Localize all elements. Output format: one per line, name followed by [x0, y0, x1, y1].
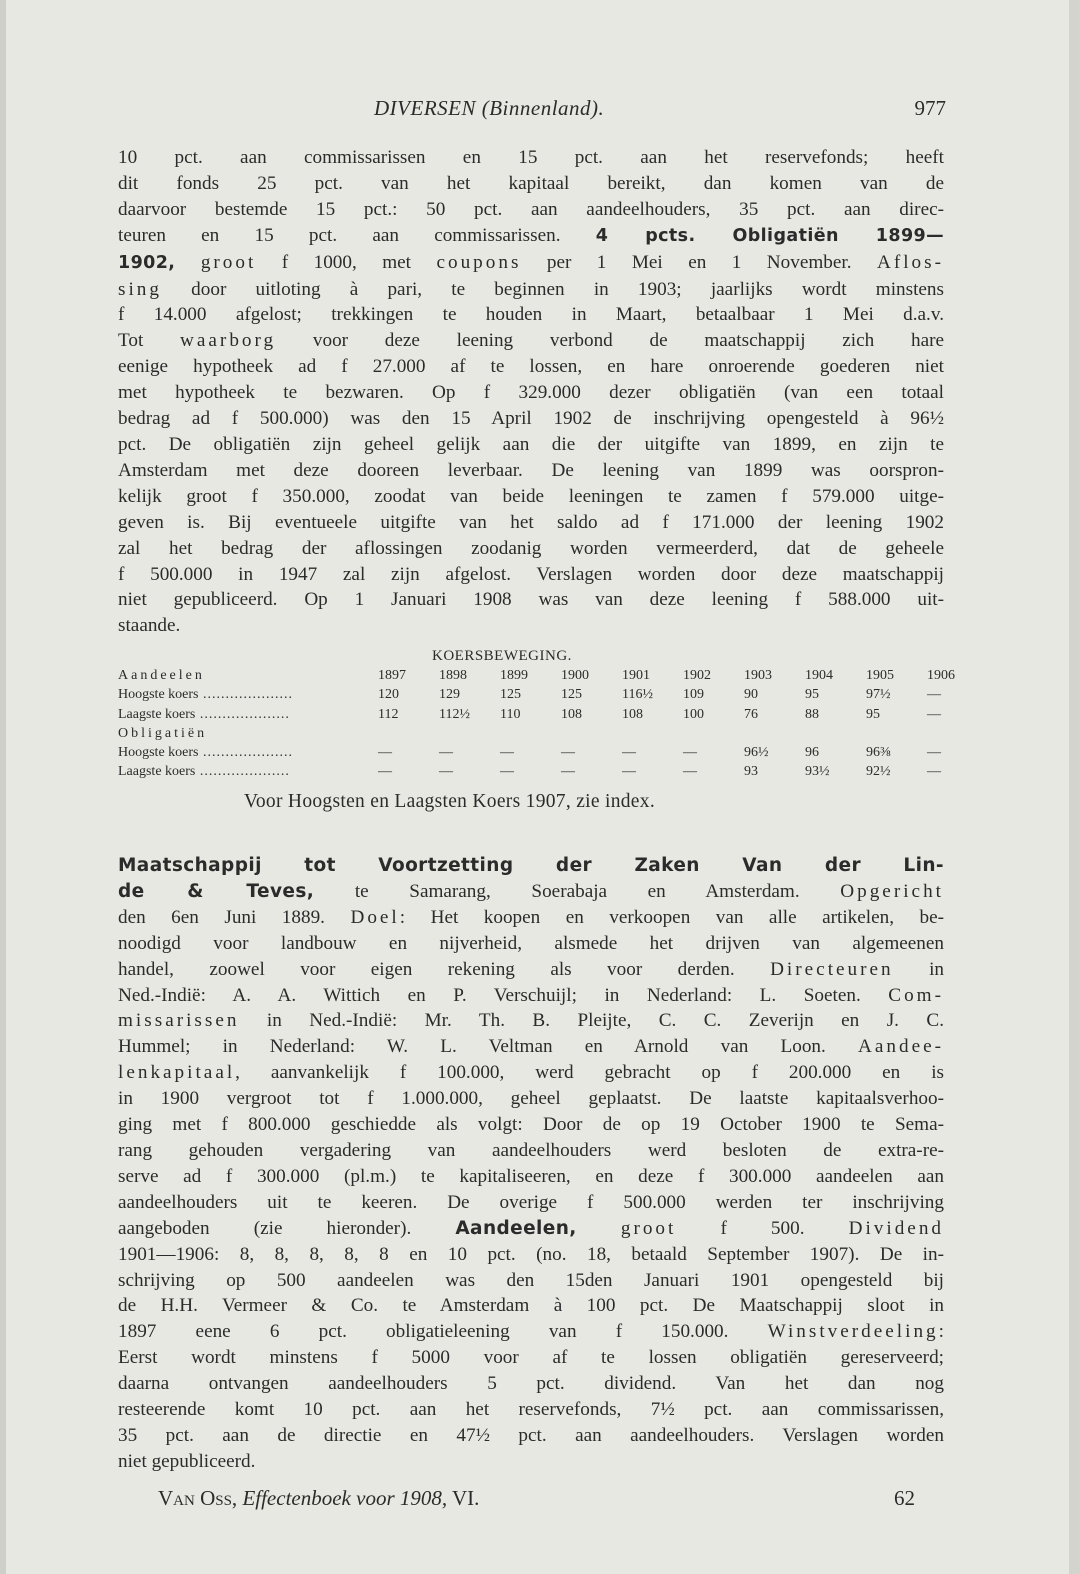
table-cell: —: [927, 764, 941, 780]
table-cell: 1898: [439, 668, 467, 683]
row-label: [118, 724, 374, 743]
leader-dots: ....................: [195, 764, 290, 780]
section2-line: [118, 853, 944, 879]
section2-line: [118, 1268, 944, 1294]
table-cell: —: [378, 764, 392, 780]
text-run: eenige hypotheek ad f 27.000 af te lossen, en hare onroerende goederen niet: [118, 356, 944, 378]
section2-line: [118, 1242, 944, 1268]
text-run: den 6en Juni 1889.: [118, 906, 351, 928]
text-run: f 1000, met: [256, 251, 437, 273]
table-row: [118, 685, 984, 704]
text-run: teuren en 15 pct. aan commissarissen.: [118, 224, 596, 246]
text-run: :: [938, 1321, 944, 1343]
row-label: [118, 666, 374, 685]
spaced-term: Winstverdeeling: [767, 1321, 939, 1343]
text-run: geven is. Bij eventueele uitgifte van het saldo ad f 171.000 der leening 1902: [118, 511, 944, 533]
table-cell: 93: [744, 764, 758, 780]
text-run: daarvoor bestemde 15 pct.: 50 pct. aan aandeelhouders, 35 pct. aan direc-: [118, 198, 944, 220]
table-cell: [801, 724, 862, 743]
page-left-edge: [0, 0, 6, 1574]
koersbeweging-title: KOERSBEWEGING.: [432, 648, 572, 664]
table-cell: 1897: [378, 668, 406, 683]
bold-heading: Maatschappij tot Voortzetting der Zaken Van der Lin-: [118, 855, 944, 876]
text-run: schrijving op 500 aandeelen was den 15den Januari 1901 opengesteld bij: [118, 1269, 944, 1291]
spaced-term: Aandee-: [858, 1036, 944, 1058]
row-label-text: Hoogste koers: [118, 745, 199, 761]
text-run: kelijk groot f 350.000, zoodat van beide leeningen te zamen f 579.000 uitge-: [118, 485, 944, 507]
text-run: rang gehouden vergadering van aandeelhouders werd besloten de extra-re-: [118, 1139, 944, 1161]
table-cell: 120: [378, 687, 399, 703]
text-run: 1897 eene 6 pct. obligatieleening van f 150.000.: [118, 1321, 768, 1343]
spaced-term: Doel: [350, 906, 400, 928]
section1-line: [118, 302, 944, 328]
text-run: Eerst wordt minstens f 5000 voor af te lossen obligatiën gereserveerd;: [118, 1347, 944, 1369]
table-cell: —: [500, 745, 514, 761]
table-cell: —: [439, 764, 453, 780]
text-run: f 500.000 in 1947 zal zijn afgelost. Verslagen worden door deze maatschappij: [118, 563, 944, 585]
table-cell: 108: [622, 706, 643, 722]
text-run: ging met f 800.000 geschiedde als volgt: Door de op 19 October 1900 te Sema-: [118, 1114, 944, 1136]
text-run: Tot: [118, 330, 181, 352]
table-cell: 1901: [622, 668, 650, 683]
table-row: [118, 743, 984, 762]
table-cell: 1904: [805, 668, 833, 683]
table-row: [118, 762, 984, 781]
section1-line: [118, 562, 944, 588]
text-run: pct. De obligatiën zijn geheel gelijk aan die der uitgifte van 1899, en zijn te: [118, 433, 944, 455]
paragraph-maatschappij-van-der-linde-teves: [118, 853, 944, 1475]
table-cell: 93½: [805, 764, 830, 780]
row-label-text: Laagste koers: [118, 764, 196, 780]
section2-line: [118, 931, 944, 957]
section1-line: [118, 145, 944, 171]
row-label: [118, 685, 374, 704]
bold-heading: de & Teves,: [118, 880, 315, 902]
table-row: [118, 705, 984, 724]
table-cell: [740, 724, 801, 743]
page-right-edge: [1069, 0, 1079, 1574]
table-cell: [679, 724, 740, 743]
section1-line: [118, 354, 944, 380]
table-cell: —: [927, 687, 941, 703]
text-run: [175, 252, 200, 273]
spaced-term: Opgericht: [840, 880, 944, 902]
leader-dots: ....................: [198, 687, 293, 703]
text-run: Amsterdam met deze dooreen leverbaar. De leening van 1899 was oorspron-: [118, 459, 944, 481]
table-cell: 96⅜: [866, 745, 891, 761]
table-cell: 96: [805, 745, 819, 761]
text-run: aangeboden (zie hieronder).: [118, 1217, 456, 1239]
text-run: f 500.: [676, 1217, 849, 1239]
row-label-text: Obligatiën: [118, 725, 208, 741]
section2-line: [118, 1034, 944, 1060]
spaced-term: Directeuren: [770, 958, 894, 980]
text-run: zal het bedrag der aflossingen zoodanig worden vermeerderd, dat de geheele: [118, 537, 944, 559]
footer-volume: VI.: [452, 1486, 480, 1510]
text-run: f 14.000 afgelost; trekkingen te houden in Maart, betaalbaar 1 Mei d.a.v.: [118, 304, 944, 326]
text-run: voor deze leening verbond de maatschappij zich hare: [276, 330, 944, 352]
row-label: [118, 743, 374, 762]
section1-line: [118, 380, 944, 406]
table-cell: —: [683, 745, 697, 761]
section1-line: [118, 510, 944, 536]
table-cell: 1902: [683, 668, 711, 683]
section2-line: [118, 1216, 944, 1242]
table-cell: 125: [500, 687, 521, 703]
table-cell: 95: [866, 706, 880, 722]
table-cell: 95: [805, 687, 819, 703]
table-cell: 108: [561, 706, 582, 722]
paragraph-obligations: [118, 145, 944, 639]
bold-heading: 1902,: [118, 252, 176, 273]
table-cell: 110: [500, 706, 521, 722]
section2-line: [118, 1371, 944, 1397]
spaced-term: Com-: [888, 984, 944, 1006]
table-cell: 90: [744, 687, 758, 703]
spaced-term: waarborg: [180, 330, 277, 352]
table-cell: —: [622, 764, 636, 780]
section2-line: [118, 1164, 944, 1190]
section2-line: [118, 1397, 944, 1423]
text-run: noodigd voor landbouw en nijverheid, alsmede het drijven van algemeenen: [118, 932, 944, 954]
leader-dots: ....................: [195, 706, 290, 722]
table-cell: 129: [439, 687, 460, 703]
section1-line: [118, 484, 944, 510]
text-run: Hummel; in Nederland: W. L. Veltman en Arnold van Loon.: [118, 1036, 859, 1058]
spaced-term: coupons: [436, 251, 522, 273]
table-cell: 1899: [500, 668, 528, 683]
section2-line: [118, 1293, 944, 1319]
text-run: 35 pct. aan de directie en 47½ pct. aan aandeelhouders. Verslagen worden: [118, 1424, 944, 1446]
section2-line: [118, 1060, 944, 1086]
table-cell: [618, 724, 679, 743]
text-run: bedrag ad f 500.000) was den 15 April 1902 de inschrijving opengesteld à 96½: [118, 408, 944, 430]
bold-heading: Aandeelen,: [455, 1217, 577, 1239]
section2-line: [118, 1190, 944, 1216]
row-label: [118, 762, 374, 781]
table-cell: 97½: [866, 687, 891, 703]
page-footer: [158, 1486, 918, 1511]
table-cell: [557, 724, 618, 743]
table-cell: 1905: [866, 668, 894, 683]
text-run: 1901—1906: 8, 8, 8, 8, 8 en 10 pct. (no. 18, betaald September 1907). De in-: [118, 1243, 944, 1265]
section2-line: [118, 1423, 944, 1449]
section1-line: [118, 458, 944, 484]
section2-line: [118, 1345, 944, 1371]
table-cell: 109: [683, 687, 704, 703]
section1-line: [118, 613, 944, 639]
section2-line: [118, 905, 944, 931]
text-run: niet gepubliceerd. Op 1 Januari 1908 was van deze leening f 588.000 uit-: [118, 589, 944, 611]
running-header: [118, 96, 946, 122]
section1-line: [118, 328, 944, 354]
text-run: resteerende komt 10 pct. aan het reservefonds, 7½ pct. aan commissarissen,: [118, 1399, 944, 1421]
section2-line: [118, 1008, 944, 1034]
section1-line: [118, 406, 944, 432]
row-label: [118, 705, 374, 724]
page-number: 977: [914, 96, 946, 120]
row-label-text: Aandeelen: [118, 668, 205, 683]
table-cell: [435, 724, 496, 743]
footer-publication: Effectenboek voor 1908,: [242, 1486, 448, 1510]
table-cell: 100: [683, 706, 704, 722]
section2-line: [118, 879, 944, 905]
spaced-term: sing: [118, 278, 162, 300]
section1-line: [118, 250, 944, 277]
row-label-text: Hoogste koers: [118, 687, 199, 703]
text-run: met hypotheek te bezwaren. Op f 329.000 dezer obligatiën (van een totaal: [118, 382, 944, 404]
text-run: 10 pct. aan commissarissen en 15 pct. aan het reservefonds; heeft: [118, 147, 944, 168]
table-cell: —: [927, 745, 941, 761]
text-run: in: [893, 958, 944, 980]
table-cell: [923, 724, 984, 743]
text-run: daarna ontvangen aandeelhouders 5 pct. dividend. Van het dan nog: [118, 1373, 944, 1395]
table-cell: 76: [744, 706, 758, 722]
text-run: in Ned.-Indië: Mr. Th. B. Pleijte, C. C. Zeverijn en J. C.: [239, 1010, 944, 1032]
table-cell: —: [439, 745, 453, 761]
spaced-term: lenkapitaal: [118, 1062, 236, 1084]
text-run: door uitloting à pari, te beginnen in 1903; jaarlijks wordt minstens: [162, 278, 944, 300]
text-run: niet gepubliceerd.: [118, 1450, 256, 1472]
bold-heading: 4 pcts. Obligatiën 1899—: [595, 225, 944, 246]
section2-line: [118, 1086, 944, 1112]
spaced-term: groot: [620, 1217, 677, 1239]
row-label-text: Laagste koers: [118, 706, 196, 722]
table-cell: 112: [378, 706, 399, 722]
section2-line: [118, 1138, 944, 1164]
text-run: per 1 Mei en 1 November.: [521, 251, 877, 273]
leader-dots: ....................: [198, 745, 293, 761]
table-cell: 96½: [744, 745, 769, 761]
table-cell: —: [683, 764, 697, 780]
text-run: , aanvankelijk f 100.000, werd gebracht op f 200.000 en is: [235, 1062, 944, 1084]
spaced-term: Dividend: [848, 1217, 945, 1239]
table-cell: 1900: [561, 668, 589, 683]
table-row: [118, 666, 984, 685]
text-run: in 1900 vergroot tot f 1.000.000, geheel geplaatst. De laatste kapitaalsverhoo-: [118, 1088, 944, 1110]
text-run: staande.: [118, 615, 181, 637]
section1-line: [118, 536, 944, 562]
table-row: [118, 724, 984, 743]
section2-line: [118, 983, 944, 1009]
table-cell: —: [927, 706, 941, 722]
running-title: DIVERSEN (Binnenland).: [374, 96, 605, 120]
table-cell: [862, 724, 923, 743]
table-cell: [374, 724, 435, 743]
table-cell: —: [500, 764, 514, 780]
footer-author: Van Oss,: [158, 1486, 238, 1510]
text-run: [577, 1218, 621, 1239]
text-run: : Het koopen en verkoopen van alle artikelen, be-: [399, 906, 944, 928]
koersbeweging-note: Voor Hoogsten en Laagsten Koers 1907, zie index.: [244, 791, 655, 812]
text-run: de H.H. Vermeer & Co. te Amsterdam à 100 pct. De Maatschappij sloot in: [118, 1295, 944, 1317]
koersbeweging-table: [118, 666, 984, 782]
text-run: te Samarang, Soerabaja en Amsterdam.: [314, 880, 841, 902]
section1-line: [118, 587, 944, 613]
section2-line: [118, 1449, 944, 1475]
text-run: aandeelhouders uit te keeren. De overige f 500.000 werden ter inschrijving: [118, 1191, 944, 1213]
section1-line: [118, 223, 944, 250]
table-cell: 1903: [744, 668, 772, 683]
section1-line: [118, 277, 944, 303]
table-cell: —: [561, 745, 575, 761]
spaced-term: missarissen: [118, 1010, 240, 1032]
section1-line: [118, 432, 944, 458]
section2-line: [118, 1319, 944, 1345]
table-cell: —: [561, 764, 575, 780]
section2-line: [118, 957, 944, 983]
spaced-term: groot: [200, 251, 257, 273]
text-run: handel, zoowel voor eigen rekening als voor derden.: [118, 958, 771, 980]
section1-line: [118, 171, 944, 197]
table-cell: 125: [561, 687, 582, 703]
text-run: Ned.-Indië: A. A. Wittich en P. Verschuijl; in Nederland: L. Soeten.: [118, 984, 889, 1006]
table-cell: [496, 724, 557, 743]
table-cell: 116½: [622, 687, 653, 703]
footer-number: 62: [894, 1486, 915, 1510]
text-run: dit fonds 25 pct. van het kapitaal bereikt, dan komen van de: [118, 172, 944, 194]
section1-line: [118, 197, 944, 223]
table-cell: 1906: [927, 668, 955, 683]
spaced-term: Aflos-: [876, 251, 944, 273]
table-cell: —: [622, 745, 636, 761]
table-cell: —: [378, 745, 392, 761]
table-cell: 112½: [439, 706, 470, 722]
table-cell: 92½: [866, 764, 891, 780]
section2-line: [118, 1112, 944, 1138]
table-cell: 88: [805, 706, 819, 722]
text-run: serve ad f 300.000 (pl.m.) te kapitaliseeren, en deze f 300.000 aandeelen aan: [118, 1165, 944, 1187]
